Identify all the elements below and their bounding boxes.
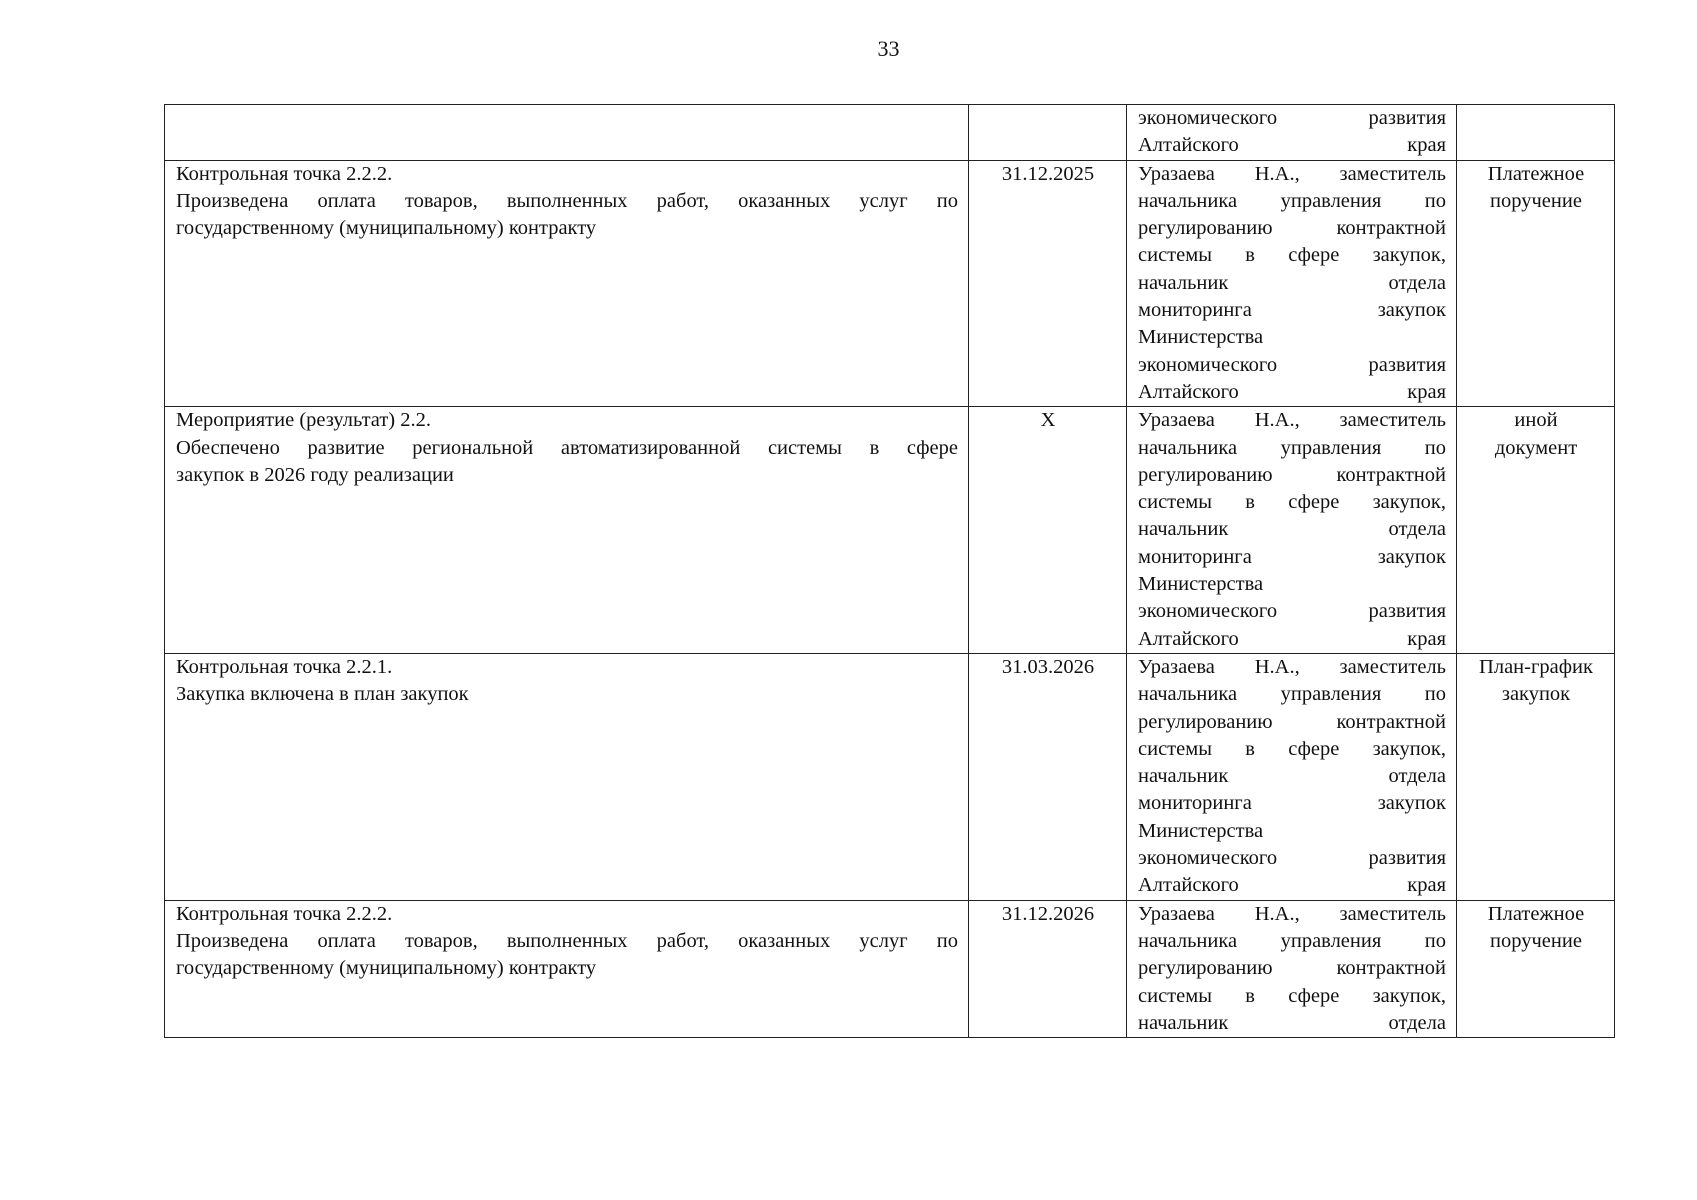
table-body	[165, 105, 1615, 1038]
responsible-line: начальник отдела	[1138, 1011, 1446, 1034]
responsible-line: Министерства	[1138, 819, 1264, 842]
cell-date	[969, 653, 1127, 900]
item-title: Контрольная точка 2.2.2.	[176, 162, 393, 185]
responsible-line: Алтайского края	[1138, 874, 1446, 897]
responsible-line: экономического развития	[1138, 353, 1446, 376]
document-type-line: поручение	[1490, 189, 1582, 212]
cell-responsible	[1127, 900, 1457, 1037]
cell-date	[969, 900, 1127, 1037]
cell-responsible	[1127, 653, 1457, 900]
responsible-line: экономического развития	[1138, 107, 1446, 129]
page-number: 33	[877, 36, 900, 61]
item-title: Контрольная точка 2.2.1.	[176, 655, 393, 678]
item-description-line: Обеспечено развитие региональной автоматизированной системы в сфере	[176, 436, 958, 459]
responsible-line: начальника управления по	[1138, 929, 1446, 952]
table-row	[165, 160, 1615, 407]
responsible-line: системы в сфере закупок,	[1138, 491, 1446, 514]
document-type-line: иной	[1514, 409, 1558, 432]
cell-description	[165, 900, 969, 1037]
responsible-line: мониторинга закупок	[1138, 545, 1446, 568]
responsible-line: мониторинга закупок	[1138, 792, 1446, 815]
item-description-line: государственному (муниципальному) контракту	[176, 957, 597, 980]
cell-document-type	[1457, 105, 1615, 161]
responsible-line: регулированию контрактной	[1138, 710, 1446, 733]
responsible-line: начальника управления по	[1138, 436, 1446, 459]
deadline-date: 31.12.2025	[1001, 162, 1095, 185]
table-row	[165, 407, 1615, 654]
responsible-line: экономического развития	[1138, 600, 1446, 623]
deadline-date: 31.12.2026	[1001, 902, 1095, 925]
responsible-line: начальника управления по	[1138, 683, 1446, 706]
responsible-line: системы в сфере закупок,	[1138, 984, 1446, 1007]
cell-description	[165, 407, 969, 654]
item-description-line: государственному (муниципальному) контракту	[176, 217, 597, 240]
cell-description	[165, 105, 969, 161]
deadline-date: X	[1040, 409, 1056, 432]
cell-responsible	[1127, 105, 1457, 161]
item-description-line: Произведена оплата товаров, выполненных работ, оказанных услуг по	[176, 189, 958, 212]
responsible-line: экономического развития	[1138, 847, 1446, 870]
responsible-line: Уразаева Н.А., заместитель	[1138, 162, 1446, 185]
item-description-line: закупок в 2026 году реализации	[176, 463, 454, 486]
cell-description	[165, 160, 969, 407]
responsible-line: Министерства	[1138, 326, 1264, 349]
responsible-line: Уразаева Н.А., заместитель	[1138, 655, 1446, 678]
deadline-date: 31.03.2026	[1001, 655, 1095, 678]
responsible-line: Алтайского края	[1138, 134, 1446, 157]
cell-document-type	[1457, 160, 1615, 407]
responsible-line: мониторинга закупок	[1138, 299, 1446, 322]
responsible-line: системы в сфере закупок,	[1138, 737, 1446, 760]
cell-date	[969, 407, 1127, 654]
responsible-line: Министерства	[1138, 573, 1264, 596]
cell-document-type	[1457, 407, 1615, 654]
item-title: Контрольная точка 2.2.2.	[176, 902, 393, 925]
document-type-line: Платежное	[1487, 162, 1585, 185]
cell-document-type	[1457, 900, 1615, 1037]
document-type-line: документ	[1494, 436, 1578, 459]
responsible-line: Алтайского края	[1138, 380, 1446, 403]
cell-responsible	[1127, 160, 1457, 407]
cell-date	[969, 160, 1127, 407]
responsible-line: начальника управления по	[1138, 189, 1446, 212]
item-description-line: Произведена оплата товаров, выполненных работ, оказанных услуг по	[176, 929, 958, 952]
document-type-line: закупок	[1501, 683, 1571, 706]
responsible-line: начальник отдела	[1138, 271, 1446, 294]
control-points-table	[164, 104, 1615, 1038]
document-type-line: поручение	[1490, 929, 1582, 952]
table-row	[165, 105, 1615, 161]
document-type-line: Платежное	[1487, 902, 1585, 925]
cell-description	[165, 653, 969, 900]
table-row	[165, 900, 1615, 1037]
responsible-line: Уразаева Н.А., заместитель	[1138, 409, 1446, 432]
table-row	[165, 653, 1615, 900]
responsible-line: регулированию контрактной	[1138, 217, 1446, 240]
responsible-line: регулированию контрактной	[1138, 957, 1446, 980]
responsible-line: Алтайского края	[1138, 627, 1446, 650]
document-type-line: План-график	[1479, 655, 1593, 678]
responsible-line: системы в сфере закупок,	[1138, 244, 1446, 267]
item-description-line: Закупка включена в план закупок	[176, 683, 469, 706]
responsible-line: начальник отдела	[1138, 518, 1446, 541]
cell-responsible	[1127, 407, 1457, 654]
responsible-line: начальник отдела	[1138, 765, 1446, 788]
cell-document-type	[1457, 653, 1615, 900]
cell-date	[969, 105, 1127, 161]
responsible-line: Уразаева Н.А., заместитель	[1138, 902, 1446, 925]
responsible-line: регулированию контрактной	[1138, 463, 1446, 486]
item-title: Мероприятие (результат) 2.2.	[176, 409, 432, 432]
